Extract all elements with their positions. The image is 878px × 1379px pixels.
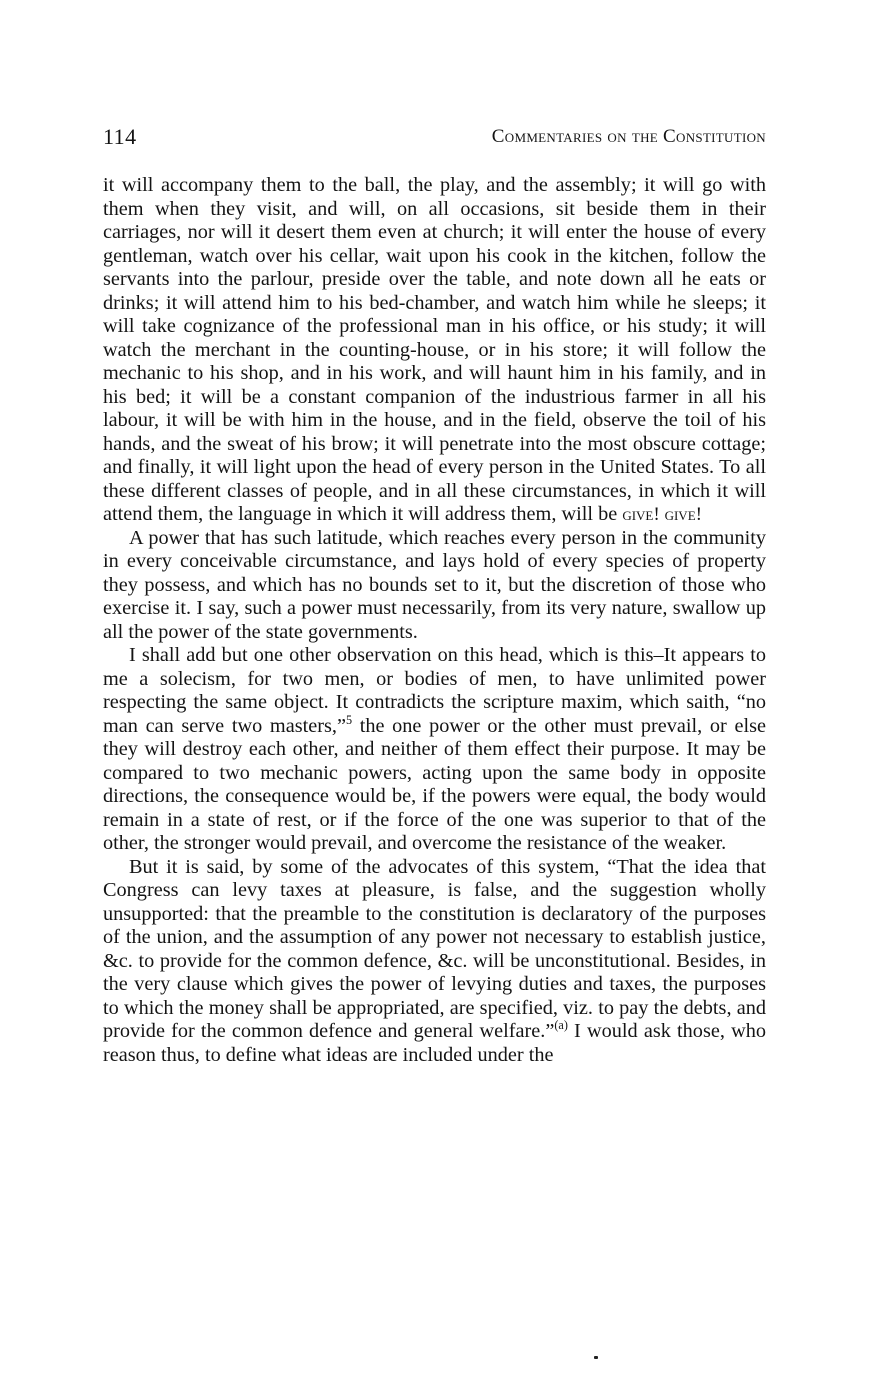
paragraph-2-text: A power that has such latitude, which reaches every person in the community in every conceivable circumstance, and lays hold of every species of property they possess, and which has no bounds set to it, but the discretion of those who exercise it. I say, such a power must necessarily, from its very nature, swallow up all the power of the state governments. — [103, 526, 766, 643]
paragraph-1-text: it will accompany them to the ball, the play, and the assembly; it will go with them when they visit, and will, on all occasions, sit beside them in their carriages, nor will it desert them even at church; it will enter the house of every gentleman, watch over his cellar, wait upon his cook in the kitchen, follow the servants into the parlour, preside over the table, and note down all he eats or drinks; it will attend him to his bed-chamber, and watch him while he sleeps; it will take cognizance of the professional man in his office, or his study; it will watch the merchant in the counting-house, or in his store; it will follow the mechanic to his shop, and in his work, and will haunt him in his family, and in his bed; it will be a constant companion of the industrious farmer in all his labour, it will be with him in the house, and in the field, observe the toil of his hands, and the sweat of his brow; it will penetrate into the most obscure cottage; and finally, it will light upon the head of every person in the United States. To all these different classes of people, and in all these circumstances, in which it will attend them, the language in which it will address them, will be — [103, 174, 766, 525]
paragraph-1-emphasis: give! give! — [622, 504, 703, 525]
page-header — [103, 124, 766, 154]
paragraph-2 — [103, 527, 766, 645]
paragraph-3 — [103, 644, 766, 856]
paragraph-4 — [103, 856, 766, 1068]
body-text — [103, 174, 766, 1067]
footnote-marker-a: (a) — [554, 1018, 568, 1033]
footnote-marker-5: 5 — [345, 712, 353, 727]
page-number: 114 — [103, 124, 137, 149]
running-title: Commentaries on the Constitution — [491, 126, 766, 147]
paragraph-1 — [103, 174, 766, 527]
paragraph-4-text-before-note: But it is said, by some of the advocates of this system, “That the idea that Congress can levy taxes at pleasure, is false, and the suggestion wholly unsupported: that the preamble to the constitution is declaratory of the purposes of the union, and the assumption of any power not necessary to establish justice, &c. to provide for the common defence, &c. will be unconstitutional. Besides, in the very clause which gives the power of levying duties and taxes, the purposes to which the money shall be appropriated, are specified, viz. to pay the debts, and provide for the common defence and general welfare.” — [103, 855, 766, 1042]
print-speck — [594, 1356, 598, 1359]
paragraph-4-text-after-note: I would ask those, who reason thus, to define what ideas are included under the — [103, 1020, 766, 1066]
paragraph-3-text-after-note: the one power or the other must prevail, or else they will destroy each other, and neither of them effect their purpose. It may be compared to two mechanic powers, acting upon the same body in opposite directions, the consequence would be, if the powers were equal, the body would remain in a state of rest, or if the force of the one was superior to that of the other, the stronger would prevail, and overcome the resistance of the weaker. — [103, 714, 766, 854]
paragraph-3-text-before-note: I shall add but one other observation on this head, which is this–It appears to me a solecism, for two men, or bodies of men, to have unlimited power respecting the same object. It contradicts the scripture maxim, which saith, “no man can serve two masters,” — [103, 644, 766, 737]
